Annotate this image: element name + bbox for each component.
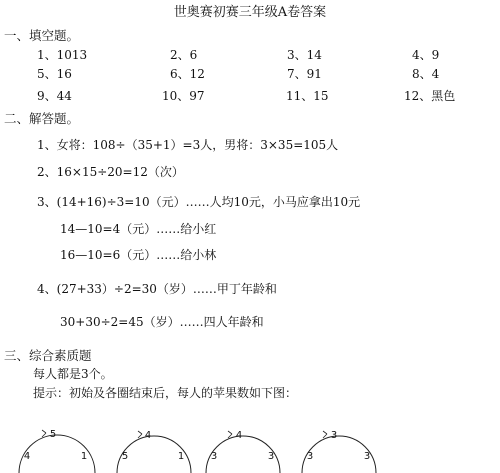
solution-3-step-2: 16—10=6（元）……给小林 [60,248,217,262]
answer-5: 5、16 [37,67,72,81]
apple-distribution-diagram [0,415,500,473]
circle-2-top: 4 [144,430,152,441]
solution-3: 3、(14+16)÷3=10（元）……人均10元，小马应拿出10元 [37,195,361,209]
section-3-hint: 提示：初始及各圈结束后，每人的苹果数如下图： [33,386,298,400]
section-3-heading: 三、综合素质题 [4,348,92,363]
answer-1: 1、1013 [37,48,88,62]
circle-2-left: 5 [121,451,129,462]
distribution-circle-2 [117,430,191,473]
section-3-answer: 每人都是3个。 [33,367,113,381]
answer-12: 12、黑色 [404,89,456,103]
circle-1-top: 5 [49,429,57,440]
answer-11: 11、15 [286,89,329,103]
circle-3-top: 4 [235,430,243,441]
circle-3-right: 3 [267,451,275,462]
circle-4-left: 3 [306,451,314,462]
circle-2-right: 1 [177,451,185,462]
solution-4-step-1: 30+30÷2=45（岁）……四人年龄和 [60,315,264,329]
distribution-circle-3 [206,430,280,473]
solution-4: 4、(27+33）÷2=30（岁）……甲丁年龄和 [37,282,277,296]
page-title: 世奥赛初赛三年级A卷答案 [173,5,327,20]
solution-3-step-1: 14—10=4（元）……给小红 [60,222,217,236]
answer-9: 9、44 [37,89,72,103]
circle-1-right: 1 [80,451,88,462]
answer-2: 2、6 [170,48,198,62]
circle-3-left: 3 [210,451,218,462]
answer-3: 3、14 [287,48,322,62]
answer-8: 8、4 [412,67,440,81]
solution-2: 2、16×15÷20=12（次） [37,165,184,179]
section-1-heading: 一、填空题。 [4,28,80,43]
answer-6: 6、12 [170,67,205,81]
section-2-heading: 二、解答题。 [4,111,80,126]
answer-4: 4、9 [412,48,440,62]
circle-1-left: 4 [23,451,31,462]
answer-10: 10、97 [162,89,205,103]
distribution-circle-1 [19,429,95,473]
distribution-circle-4 [302,430,376,473]
answer-7: 7、91 [287,67,322,81]
circle-4-right: 3 [363,451,371,462]
circle-4-top: 3 [330,430,338,441]
solution-1: 1、女将：108÷（35+1）=3人，男将：3×35=105人 [37,138,339,152]
